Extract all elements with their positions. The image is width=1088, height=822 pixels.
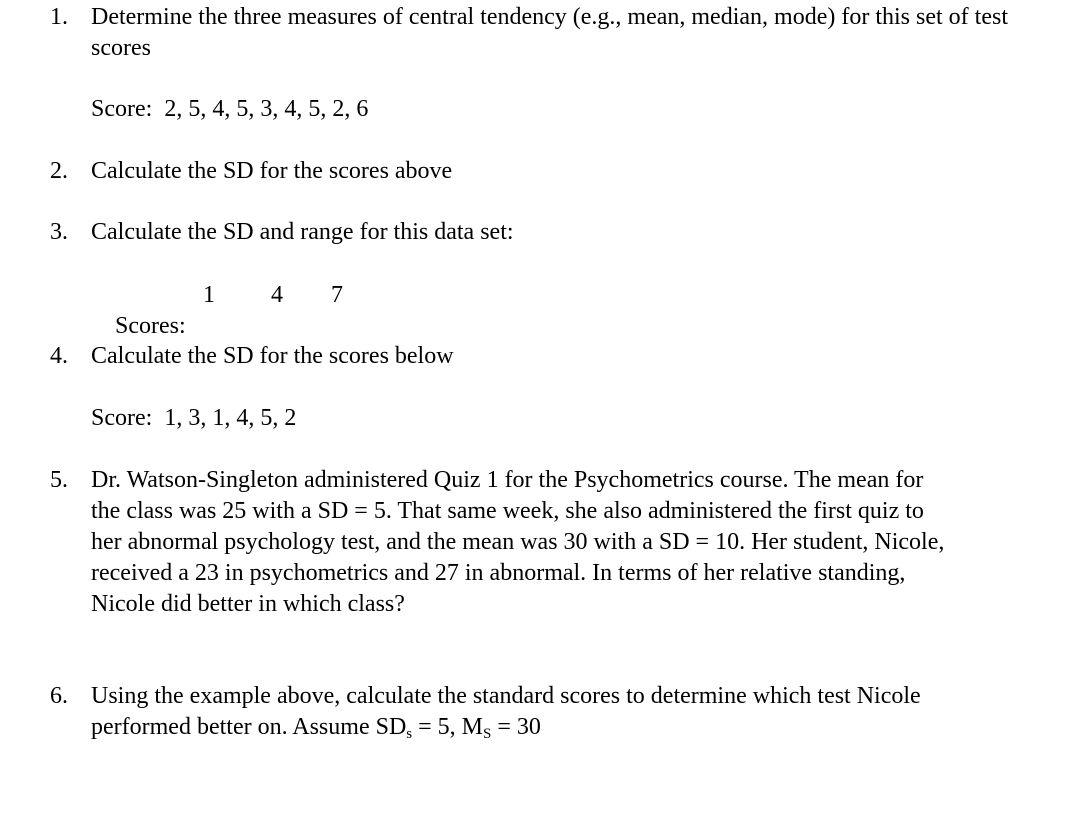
question-1-scores: Score: 2, 5, 4, 5, 3, 4, 5, 2, 6 — [91, 96, 369, 122]
line-suffix: = 30 — [491, 714, 541, 740]
score-value: 4 — [271, 282, 283, 308]
score-value: 7 — [331, 282, 343, 308]
question-line: Using the example above, calculate the standard scores to determine which test Nicole — [91, 683, 921, 709]
score-value: 1 — [203, 282, 215, 308]
scores-label: Scores: — [115, 313, 186, 339]
question-line: Nicole did better in which class? — [91, 591, 405, 617]
question-text: Calculate the SD and range for this data set: — [91, 219, 514, 245]
question-number: 1. — [50, 4, 68, 30]
question-line: her abnormal psychology test, and the mean was 30 with a SD = 10. Her student, Nicole, — [91, 529, 945, 555]
question-number: 4. — [50, 343, 68, 369]
question-line: the class was 25 with a SD = 5. That same week, she also administered the first quiz to — [91, 498, 924, 524]
question-text — [91, 465, 1028, 620]
line-mid: = 5, M — [412, 714, 483, 740]
question-number: 3. — [50, 219, 68, 245]
question-text: Calculate the SD for the scores below — [91, 343, 454, 369]
question-line — [91, 712, 1028, 743]
m-subscript: S — [483, 726, 492, 742]
question-number: 2. — [50, 158, 68, 184]
line-prefix: performed better on. Assume SD — [91, 714, 407, 740]
question-text — [91, 681, 1028, 743]
question-number: 5. — [50, 467, 68, 493]
question-line: received a 23 in psychometrics and 27 in abnormal. In terms of her relative standing, — [91, 560, 906, 586]
question-text: Calculate the SD for the scores above — [91, 158, 453, 184]
question-number: 6. — [50, 683, 68, 709]
question-4-scores: Score: 1, 3, 1, 4, 5, 2 — [91, 405, 297, 431]
question-line: Dr. Watson-Singleton administered Quiz 1 for the Psychometrics course. The mean for — [91, 467, 924, 493]
sd-subscript: s — [406, 726, 413, 742]
question-text: Determine the three measures of central tendency (e.g., mean, median, mode) for this set of test scores — [91, 4, 1008, 61]
